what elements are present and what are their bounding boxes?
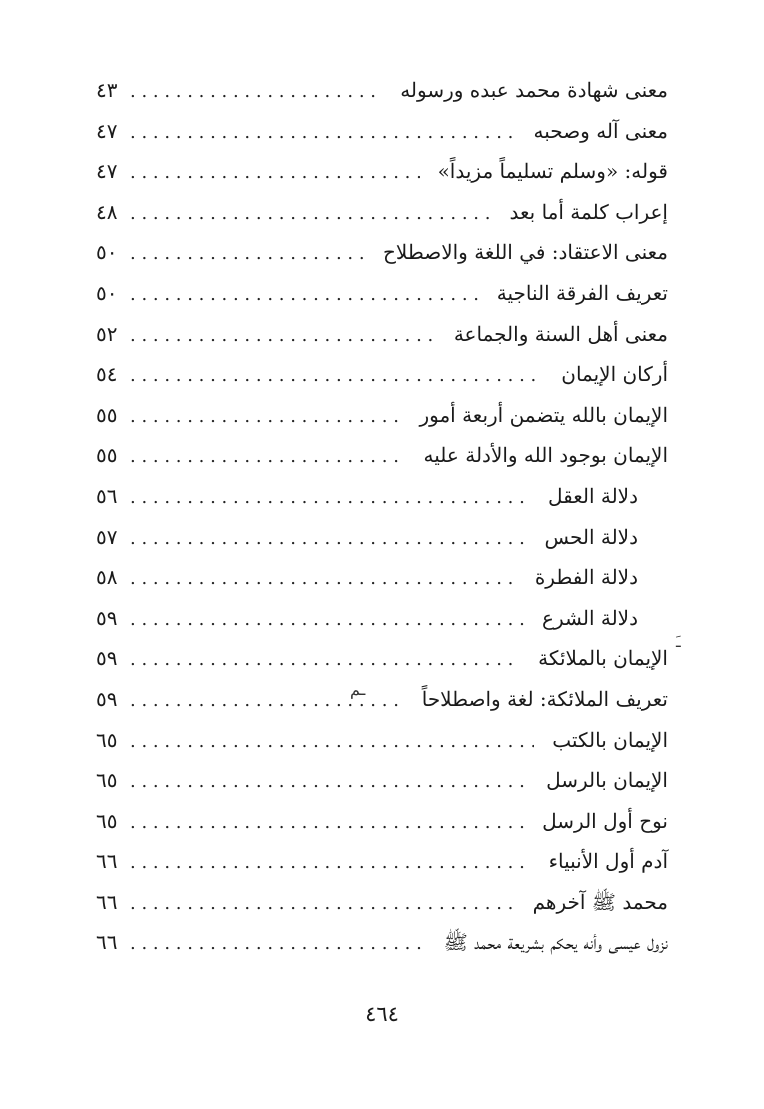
toc-entry-page: ٥٠ [96,240,118,265]
toc-entry-page: ٥٥ [96,402,118,427]
toc-entry [96,720,668,761]
toc-entry-page: ٥٦ [96,483,118,508]
toc-entry [96,111,668,152]
toc-entry [96,557,668,598]
toc-entry [96,232,668,273]
dot-leader [130,803,524,844]
toc-entry-page: ٦٦ [96,849,118,874]
toc-entry-page: ٦٥ [96,727,118,752]
toc-entry [96,476,668,517]
toc-entry-page: ٦٥ [96,808,118,833]
toc-entry-title: معنى الاعتقاد: في اللغة والاصطلاح [382,240,668,265]
toc-entry [96,882,668,923]
dot-leader [130,194,492,235]
toc-entry-title: الإيمان بالملائكة [538,646,668,671]
toc-entry-title: آدم أول الأنبياء [548,849,668,874]
dot-leader [130,153,420,194]
toc-entry-page: ٦٦ [96,930,118,955]
toc-entry-page: ٤٨ [96,199,118,224]
dot-leader [130,762,528,803]
toc-entry-title: محمد ﷺ آخرهم [532,889,668,914]
toc-entry-page: ٦٦ [96,889,118,914]
toc-entry [96,435,668,476]
toc-entry [96,638,668,679]
dot-leader [130,924,426,965]
toc-entry-title: الإيمان بالله يتضمن أربعة أمور [419,402,668,427]
toc-entry-page: ٥٥ [96,443,118,468]
toc-entry-title: إعراب كلمة أما بعد [509,199,668,224]
toc-entry-page: ٤٧ [96,159,118,184]
stray-mark: ـَ [676,632,681,651]
toc-entry-page: ٤٧ [96,118,118,143]
toc-entry-title: أركان الإيمان [561,362,668,387]
toc-entry-title: دلالة الشرع [542,605,638,630]
stray-mark: ـم [350,680,366,699]
toc-entry-page: ٥٩ [96,646,118,671]
table-of-contents [96,70,668,963]
toc-entry [96,922,668,963]
toc-entry-page: ٥٧ [96,524,118,549]
toc-entry-title: معنى أهل السنة والجماعة [453,321,668,346]
dot-leader [130,437,406,478]
toc-entry-page: ٦٥ [96,768,118,793]
toc-entry [96,192,668,233]
dot-leader [130,316,436,357]
dot-leader [130,275,479,316]
toc-entry-title: الإيمان بوجود الله والأدلة عليه [423,443,668,468]
toc-entry-page: ٥٩ [96,605,118,630]
toc-entry [96,841,668,882]
toc-entry-title: معنى آله وصحبه [533,118,668,143]
toc-entry [96,273,668,314]
toc-entry [96,354,668,395]
dot-leader [130,843,531,884]
dot-leader [130,113,516,154]
toc-entry-title: دلالة العقل [547,483,638,508]
dot-leader [130,884,515,925]
toc-entry-title: الإيمان بالكتب [552,727,668,752]
toc-entry-title: قوله: «وسلم تسليماً مزيداً» [437,159,668,184]
dot-leader [130,356,543,397]
toc-entry-title: الإيمان بالرسل [546,768,668,793]
toc-entry [96,679,668,720]
dot-leader [130,640,520,681]
dot-leader [130,600,524,641]
toc-entry-page: ٥٩ [96,686,118,711]
toc-entry [96,598,668,639]
page-number: ٤٦٤ [365,1002,399,1026]
dot-leader [130,234,365,275]
dot-leader [130,519,526,560]
toc-entry-page: ٤٣ [96,78,118,102]
toc-entry [96,801,668,842]
dot-leader [130,559,517,600]
dot-leader [130,397,401,438]
toc-entry-page: ٥٨ [96,565,118,590]
toc-entry [96,314,668,355]
toc-entry-page: ٥٢ [96,321,118,346]
dot-leader [130,722,534,763]
toc-entry-title: تعريف الملائكة: لغة واصطلاحاً [421,686,668,711]
toc-entry [96,760,668,801]
toc-entry-title: معنى شهادة محمد عبده ورسوله [400,78,668,102]
dot-leader [130,72,382,113]
toc-entry [96,151,668,192]
toc-entry-page: ٥٠ [96,280,118,305]
toc-entry-title: تعريف الفرقة الناجية [496,280,668,305]
toc-entry-title: دلالة الفطرة [534,565,638,590]
toc-entry [96,395,668,436]
toc-entry-title: نوح أول الرسل [542,808,668,833]
toc-entry [96,70,668,111]
toc-entry-page: ٥٤ [96,362,118,387]
toc-entry [96,517,668,558]
dot-leader [130,478,530,519]
toc-entry-title: نزول عيسى وأنه يحكم بشريعة محمد ﷺ [443,930,668,955]
toc-entry-title: دلالة الحس [544,524,638,549]
